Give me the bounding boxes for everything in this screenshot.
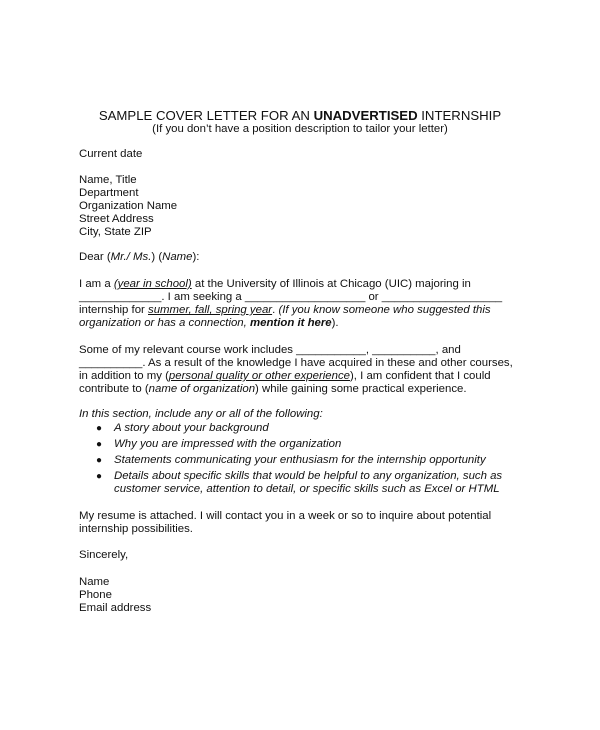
para1-text: ).: [331, 317, 339, 329]
salutation-close: ):: [192, 251, 200, 263]
para1-blanks: _____________. I am seeking a ___________________ or ___________________: [79, 291, 503, 303]
recipient-organization: Organization Name: [79, 200, 178, 212]
personal-quality-placeholder: personal quality or other experience: [168, 370, 350, 382]
recipient-name-title: Name, Title: [79, 174, 137, 186]
para2-text: in addition to my (: [79, 370, 169, 382]
list-item: [79, 438, 539, 451]
para2-text: ) while gaining some practical experience.: [255, 383, 467, 395]
connection-note: organization or has a connection,: [79, 317, 250, 329]
paragraph-resume: [79, 510, 539, 536]
salutation-name: Name: [162, 251, 193, 263]
mention-it-here: mention it here: [249, 317, 332, 329]
list-item-text: A story about your background: [114, 422, 269, 434]
signature-name: Name: [79, 576, 110, 588]
para1-text: .: [272, 304, 279, 316]
paragraph-intro: [79, 278, 539, 330]
current-date: Current date: [79, 148, 143, 160]
para3-line: internship possibilities.: [79, 523, 193, 535]
closing: [79, 549, 539, 562]
para2-text: contribute to (: [79, 383, 149, 395]
section-intro-text: In this section, include any or all of the following:: [79, 408, 323, 420]
season-placeholder: summer, fall, spring year: [148, 304, 273, 316]
connection-note: (If you know someone who suggested this: [278, 304, 491, 316]
bullet-icon: ●: [96, 471, 103, 482]
para1-text: I am a: [79, 278, 114, 290]
signature-block: [79, 576, 539, 615]
list-item: [79, 454, 539, 467]
suggestion-list: [79, 422, 539, 499]
list-item: [79, 422, 539, 435]
salutation-open: Dear (: [79, 251, 111, 263]
closing-text: Sincerely,: [79, 549, 129, 561]
signature-email: Email address: [79, 602, 152, 614]
para2-line: __________. As a result of the knowledge I have acquired in these and other courses,: [79, 357, 513, 369]
title-suffix: INTERNSHIP: [417, 108, 502, 123]
bullet-icon: ●: [96, 455, 103, 466]
bullet-icon: ●: [96, 423, 103, 434]
year-in-school-placeholder: (year in school): [113, 278, 192, 290]
list-item-text: customer service, attention to detail, or specific skills such as Excel or HTML: [114, 483, 500, 495]
para1-text: internship for: [79, 304, 149, 316]
section-intro: [79, 408, 539, 421]
recipient-department: Department: [79, 187, 139, 199]
document-title: [0, 108, 600, 123]
salutation-mr-ms: Mr./ Ms.: [110, 251, 152, 263]
paragraph-coursework: [79, 344, 539, 396]
para2-line: Some of my relevant course work includes ___________, __________, and: [79, 344, 461, 356]
para3-line: My resume is attached. I will contact you in a week or so to inquire about potential: [79, 510, 492, 522]
list-item-text: Why you are impressed with the organization: [114, 438, 342, 450]
title-prefix: SAMPLE COVER LETTER FOR AN: [98, 108, 314, 123]
organization-name-placeholder: name of organization: [148, 383, 256, 395]
recipient-city: City, State ZIP: [79, 226, 152, 238]
bullet-icon: ●: [96, 439, 103, 450]
para1-text: at the University of Illinois at Chicago (UIC) majoring in: [191, 278, 471, 290]
salutation: [79, 251, 539, 264]
signature-phone: Phone: [79, 589, 112, 601]
recipient-street: Street Address: [79, 213, 154, 225]
para2-text: ), I am confident that I could: [350, 370, 491, 382]
list-item-text: Details about specific skills that would be helpful to any organization, such as: [114, 470, 503, 482]
document-subtitle: (If you don’t have a position description to tailor your letter): [152, 123, 448, 135]
date-line: [79, 148, 539, 161]
title-emphasis: UNADVERTISED: [313, 108, 418, 123]
list-item-text: Statements communicating your enthusiasm for the internship opportunity: [114, 454, 486, 466]
list-item: [79, 470, 539, 496]
salutation-middle: ) (: [151, 251, 163, 263]
recipient-address: [79, 174, 539, 239]
